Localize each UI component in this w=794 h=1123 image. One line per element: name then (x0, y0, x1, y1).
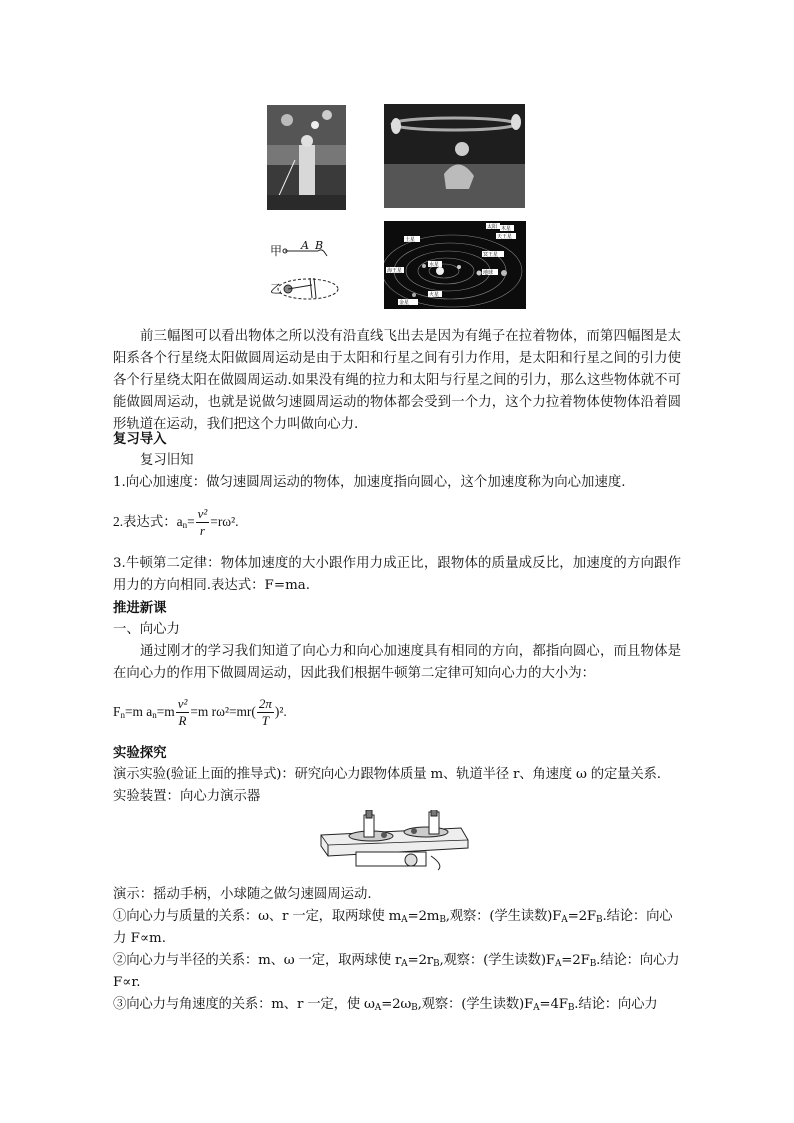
item2-prefix: 2.表达式：a (113, 514, 183, 529)
relation-radius-line1 (113, 950, 679, 975)
f-p3: =m (156, 704, 175, 719)
r3-sub-b: B (411, 1003, 418, 1013)
r1-sub-b: B (439, 915, 446, 925)
item2-eq: = (187, 514, 195, 529)
frac-den: r (199, 523, 205, 539)
relation-mass-line1 (113, 906, 672, 931)
r1b: =2m (407, 909, 440, 924)
review-subheading: 复习旧知 (140, 453, 194, 468)
f-p5: )². (274, 704, 287, 719)
relation-angular-line1 (113, 994, 657, 1019)
review-heading: 复习导入 (113, 431, 167, 447)
r2e: .结论：向心力 (596, 953, 680, 968)
centripetal-force-apparatus (316, 810, 471, 872)
f-p2: =m a (124, 704, 153, 719)
r3-sub-a2: A (533, 1003, 540, 1013)
review-item-1: 1.向心加速度：做匀速圆周运动的物体，加速度指向圆心，这个加速度称为向心加速度. (113, 475, 626, 490)
r1c: ,观察：(学生读数)F (445, 909, 562, 924)
f1-den: R (178, 713, 187, 729)
solar-label-8: 火星 (429, 292, 440, 298)
r2a: ②向心力与半径的关系：m、ω 一定，取两球使 r (113, 953, 402, 968)
experiment-heading: 实验探究 (113, 745, 167, 761)
r1-sub-b2: B (596, 915, 603, 925)
solar-label-6: 地球 (483, 270, 494, 276)
r2-sub-a: A (401, 959, 408, 969)
frac-num: v² (197, 506, 208, 522)
r2c: ,观察：(学生读数)F (439, 953, 555, 968)
fraction-v2-r (196, 506, 210, 539)
r3-sub-b2: B (567, 1003, 575, 1013)
r2d: =2F (561, 953, 590, 968)
label-yi: 乙 (270, 282, 283, 296)
solar-label-9: 金星 (399, 300, 410, 306)
r2b: =2r (407, 953, 434, 968)
item2-suffix: =rω². (210, 514, 239, 529)
r3a: ③向心力与角速度的关系：m、r 一定，使 ω (113, 997, 375, 1012)
r2-sub-b2: B (589, 959, 597, 969)
r3b: =2ω (381, 997, 412, 1012)
f2-den: T (261, 713, 269, 729)
f-p1sub: n (120, 710, 125, 720)
experiment-demo: 演示实验(验证上面的推导式)：研究向心力跟物体质量 m、轨道半径 r、角速度 ω 的定量关系. (113, 767, 661, 782)
f-p1: F (113, 704, 121, 719)
label-jia: 甲 (270, 244, 283, 258)
experiment-show: 演示：摇动手柄，小球随之做匀速圆周运动. (113, 887, 372, 902)
r3-sub-a: A (374, 1003, 382, 1013)
item2-sub: n (182, 520, 188, 530)
section-centripetal: 一、向心力 (113, 622, 180, 637)
solar-label-4: 冥王星 (483, 252, 499, 258)
relation-radius-line2: F∝r. (113, 975, 141, 990)
intro-paragraph: 前三幅图可以看出物体之所以没有沿直线飞出去是因为有绳子在拉着物体，而第四幅图是太阳系各个行星绕太阳做圆周运动是由于太阳和行星之间有引力作用，是太阳和行星之间的引力使各个行星绕太阳在做圆周运动.如果没有绳的拉力和太阳与行星之间的引力，那么这些物体就不可能做圆周运动，也就是说做匀速圆周运动的物体都会受到一个力，这个力拉着物体使物体沿着圆形轨道在运动，我们把这个力叫做向心力. (113, 329, 681, 432)
solar-label-3: 土星 (405, 237, 416, 243)
new-lesson-paragraph: 通过刚才的学习我们知道了向心力和向心加速度具有相同的方向，都指向圆心，而且物体是在向心力的作用下做圆周运动，因此我们根据牛顿第二定律可知向心力的大小为： (113, 644, 681, 681)
circular-motion-diagram (270, 238, 350, 308)
f1-num: v² (177, 696, 188, 712)
fraction-v2-R (176, 696, 190, 729)
f-p4: =m rω²=mr( (190, 704, 256, 719)
label-a: A (301, 239, 309, 252)
r2-sub-a2: A (554, 959, 562, 969)
solar-label-2: 天王星 (497, 234, 513, 240)
solar-system-image (384, 221, 526, 309)
r1-sub-a: A (401, 915, 408, 925)
r3e: .结论：向心力 (574, 997, 658, 1012)
centripetal-force-formula (113, 689, 287, 738)
r1e: .结论：向心 (602, 909, 673, 924)
r1d: =2F (567, 909, 597, 924)
solar-label-7: 水星 (429, 262, 440, 268)
f2-num: 2π (258, 696, 272, 712)
photo-spinning-acrobat (384, 104, 525, 208)
r2-sub-b: B (433, 959, 440, 969)
f-p2sub: n (152, 710, 157, 720)
r3d: =4F (539, 997, 568, 1012)
experiment-apparatus: 实验装置：向心力演示器 (113, 789, 261, 804)
solar-label-1: 木星 (501, 226, 512, 232)
review-item-2 (113, 502, 238, 545)
label-b: B (315, 239, 324, 252)
solar-label-0: 太阳 (487, 224, 498, 230)
relation-mass-line2: 力 F∝m. (113, 931, 166, 946)
photo-swinging-performer (267, 105, 346, 210)
solar-label-5: 海王星 (387, 268, 403, 274)
review-item-3: 3.牛顿第二定律：物体加速度的大小跟作用力成正比，跟物体的质量成反比，加速度的方向跟作用力的方向相同.表达式：F=ma. (113, 556, 681, 593)
r1a: ①向心力与质量的关系：ω、r 一定，取两球使 m (113, 909, 402, 924)
fraction-2pi-T (257, 696, 274, 729)
r1-sub-a2: A (561, 915, 568, 925)
r3c: ,观察：(学生读数)F (417, 997, 534, 1012)
new-lesson-heading: 推进新课 (113, 600, 167, 616)
